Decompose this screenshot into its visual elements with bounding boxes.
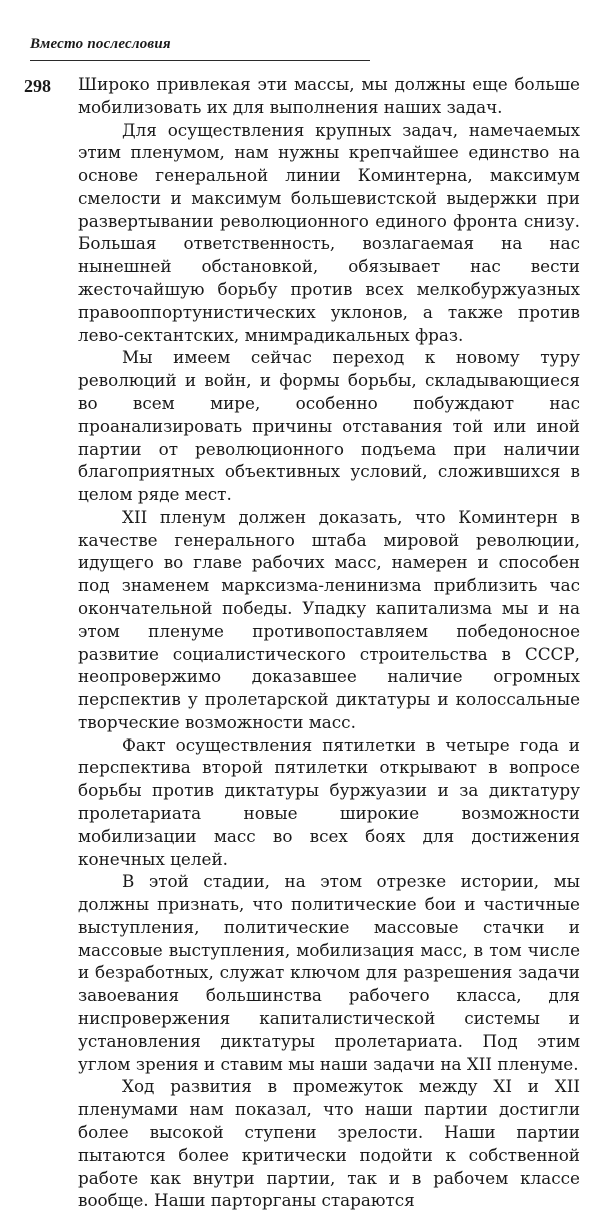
page-body	[78, 73, 580, 1212]
paragraph-7: Ход развития в промежуток между XI и XII пленумами нам показал, что наши партии достигли более высокой ступени зрелости. Наши партии пытаются более критически подойти к собственной работе как внутри партии, так и в рабочем классе вообще. Наши парторганы стараются	[78, 1076, 580, 1211]
paragraph-4: XII пленум должен доказать, что Коминтерн в качестве генерального штаба мировой революции, идущего во главе рабочих масс, намерен и способен под знаменем марксизма-ленинизма приблизить час окончательной победы. Упадку капитализма мы и на этом пленуме противопоставляем победоносное развитие социалистического строительства в СССР, неопровержимо доказавшее наличие огромных перспектив у пролетарской диктатуры и колоссальные творческие возможности масс.	[78, 506, 580, 732]
paragraph-2: Для осуществления крупных задач, намечаемых этим пленумом, нам нужны крепчайшее единство на основе генеральной линии Коминтерна, максимум смелости и максимум большевистской выдержки при развертывании революционного единого фронта снизу. Большая ответственность, возлагаемая на нас нынешней обстановкой, обязывает нас вести жесточайшую борьбу против всех мелкобуржуазных правооппортунистических уклонов, а также против лево-сектантских, мнимрадикальных фраз.	[78, 119, 580, 345]
running-title: Вместо послесловия	[30, 36, 171, 52]
page-number: 298	[24, 76, 51, 96]
header-divider	[30, 60, 370, 61]
paragraph-3: Мы имеем сейчас переход к новому туру революций и войн, и формы борьбы, складывающиеся во всем мире, особенно побуждают нас проанализировать причины отставания той или иной партии от революционного подъема при наличии благоприятных объективных условий, сложившихся в целом ряде мест.	[78, 347, 580, 505]
paragraph-6: В этой стадии, на этом отрезке истории, мы должны признать, что политические бои и частичные выступления, политические массовые стачки и массовые выступления, мобилизация масс, в том числе и безработных, служат ключом для разрешения задачи завоевания большинства рабочего класса, для ниспровержения капиталистической системы и установления диктатуры пролетариата. Под этим углом зрения и ставим мы наши задачи на XII пленуме.	[78, 871, 580, 1074]
paragraph-5: Факт осуществления пятилетки в четыре года и перспектива второй пятилетки открывают в вопросе борьбы против диктатуры буржуазии и за диктатуру пролетариата новые широкие возможности мобилизации масс во всех боях для достижения конечных целей.	[78, 734, 580, 869]
paragraph-1: Широко привлекая эти массы, мы должны еще больше мобилизовать их для выполнения наших задач.	[78, 74, 580, 117]
